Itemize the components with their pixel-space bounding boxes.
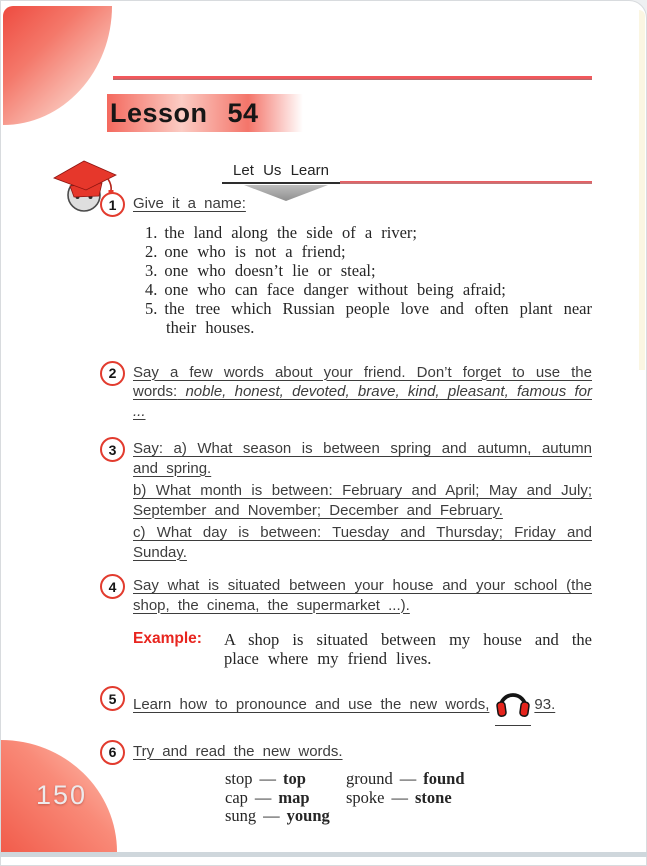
exercise-3-part-c: c) What day is between: Tuesday and Thursday; Friday and Sunday.	[133, 524, 592, 561]
exercise-4	[100, 576, 592, 668]
example-label: Example:	[133, 630, 202, 647]
bottom-rule	[0, 852, 647, 857]
exercise-1-task: Give it a name:	[133, 195, 246, 212]
audio-track-number: 93.	[534, 696, 556, 713]
exercise-5	[100, 688, 592, 726]
exercise-3	[100, 439, 592, 562]
exercise-2-task: Say a few words about your friend. Don’t forget to use the words: noble, honest, devoted, brave, kind, pleasant, famous for ...	[133, 363, 592, 420]
page-number: 150	[36, 780, 88, 810]
exercise-6-task: Try and read the new words.	[133, 742, 343, 760]
header-rule	[113, 76, 592, 80]
list-item: 3. one who doesn’t lie or steal;	[145, 260, 376, 280]
list-item: 1. the land along the side of a river;	[145, 222, 418, 242]
exercise-3-part-b: b) What month is between: February and April; May and July; September and November; December and February.	[133, 482, 592, 519]
word-pair: ground — found	[346, 769, 465, 788]
exercise-5-number-badge: 5	[100, 686, 125, 711]
section-label: Let Us Learn	[222, 162, 340, 184]
page-edge-strip	[639, 10, 645, 370]
exercise-3-number-badge: 3	[100, 437, 125, 462]
list-item: 5. the tree which Russian people love and often plant near their houses.	[145, 298, 592, 337]
exercise-6-number-badge: 6	[100, 740, 125, 765]
word-pairs-column-1	[225, 770, 346, 826]
word-pair: spoke — stone	[346, 787, 452, 807]
word-pairs-column-2	[346, 770, 465, 826]
exercise-5-task: Learn how to pronounce and use the new words, 93.	[133, 688, 592, 726]
exercise-4-task: Say what is situated between your house and your school (the shop, the cinema, the supermarket ...).	[133, 577, 592, 614]
exercise-1	[100, 194, 592, 337]
word-pairs	[225, 770, 592, 826]
exercise-2-number-badge: 2	[100, 361, 125, 386]
exercise-3-part-a: Say: a) What season is between spring and autumn, autumn and spring.	[133, 440, 592, 477]
section-rule	[340, 181, 592, 184]
example-text: A shop is situated between my house and the place where my friend lives.	[224, 630, 592, 668]
example-block	[133, 630, 592, 668]
word-pair: stop — top	[225, 769, 306, 788]
exercise-4-number-badge: 4	[100, 574, 125, 599]
word-pair: sung — young	[225, 806, 330, 825]
exercise-2	[100, 363, 592, 422]
list-item: 4. one who can face danger without being afraid;	[145, 279, 506, 299]
exercise-1-items	[145, 223, 592, 337]
exercise-1-number-badge: 1	[100, 192, 125, 217]
exercise-6	[100, 742, 592, 826]
word-pair: cap — map	[225, 787, 310, 807]
exercise-list	[100, 194, 592, 826]
lesson-title: Lesson 54	[107, 94, 303, 132]
list-item: 2. one who is not a friend;	[145, 241, 346, 261]
headphones-icon	[495, 688, 531, 726]
